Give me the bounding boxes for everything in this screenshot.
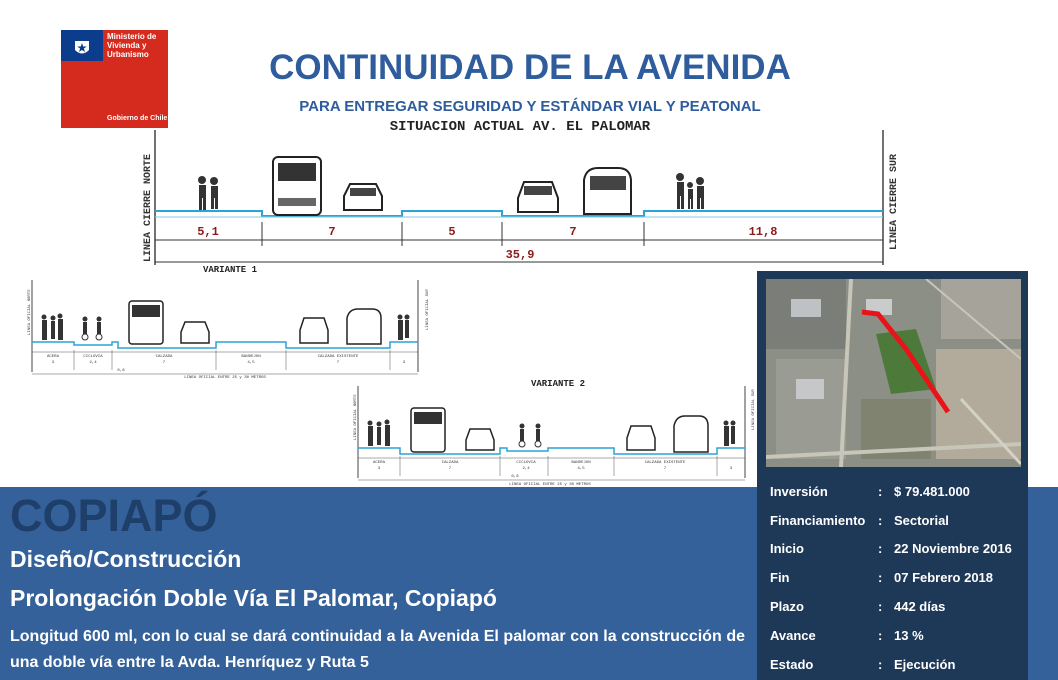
variante2-title: VARIANTE 2 [530, 379, 586, 389]
variante1-right-label: LINEA OFICIAL SUR [426, 289, 430, 330]
car-icon [300, 318, 328, 343]
city-name: COPIAPÓ [10, 490, 218, 541]
info-label: Avance [770, 628, 816, 643]
car-icon [344, 184, 382, 210]
government-label: Gobierno de Chile [107, 115, 168, 122]
info-label: Inicio [770, 541, 804, 556]
pedestrian-icon [368, 420, 391, 447]
car-icon [627, 426, 655, 450]
v1-seg-name: CICLOVIA [83, 355, 103, 359]
v1-seg-width: 3 [51, 361, 55, 365]
v1-seg-width: 3 [402, 361, 406, 365]
ministry-name: Ministerio de Vivienda y Urbanismo [107, 32, 157, 59]
current-total-width: 35,9 [505, 248, 535, 262]
info-label: Plazo [770, 599, 804, 614]
v1-seg-name: BANDEJON [241, 355, 261, 359]
v2-seg-name: ACERA [372, 461, 386, 465]
v2-seg-name: CALZADA EXISTENTE [644, 461, 686, 465]
v2-small-width: 0,6 [511, 475, 519, 479]
v2-seg-width: 2,4 [522, 467, 530, 471]
car-icon [518, 182, 558, 212]
info-value: 13 % [894, 628, 924, 643]
v1-seg-name: ACERA [46, 355, 60, 359]
current-width-2: 7 [328, 225, 336, 239]
van-icon [674, 416, 708, 452]
pedestrian-icon [42, 314, 64, 341]
van-icon [584, 168, 631, 214]
v1-seg-name: CALZADA [155, 355, 173, 359]
variante1-left-label: LINEA OFICIAL NORTE [28, 289, 32, 335]
project-name: Prolongación Doble Vía El Palomar, Copiapó [10, 585, 497, 611]
current-width-4: 7 [569, 225, 577, 239]
v2-seg-width: 7 [448, 467, 452, 471]
pedestrian-icon [676, 173, 704, 209]
v2-seg-width: 7 [663, 467, 667, 471]
info-value: 07 Febrero 2018 [894, 570, 994, 585]
v2-seg-name: BANDEJON [571, 461, 591, 465]
bus-icon [129, 301, 163, 344]
project-description: Longitud 600 ml, con lo cual se dará continuidad a la Avenida El palomar con la construcción de una doble vía entre la Avda. Henríquez y Ruta 5 [10, 628, 745, 671]
v2-footer: LINEA OFICIAL ENTRE 25 y 30 METROS [509, 483, 591, 487]
page-subtitle: PARA ENTREGAR SEGURIDAD Y ESTÁNDAR VIAL Y PEATONAL [299, 98, 761, 115]
info-value: $ 79.481.000 [894, 484, 970, 499]
current-width-3: 5 [448, 225, 456, 239]
current-width-1: 5,1 [197, 225, 219, 239]
info-label: Inversión [770, 484, 828, 499]
car-icon [181, 322, 209, 343]
v1-seg-width: 2,4 [89, 361, 97, 365]
current-width-5: 11,8 [748, 225, 778, 239]
pedestrian-icon [724, 421, 736, 447]
v1-seg-name: CALZADA EXISTENTE [317, 355, 359, 359]
cyclist-icon [519, 424, 541, 448]
info-label: Estado [770, 657, 814, 672]
v1-seg-width: 7 [336, 361, 340, 365]
info-value: 22 Noviembre 2016 [894, 541, 1012, 556]
v2-seg-name: CALZADA [441, 461, 459, 465]
v1-footer: LINEA OFICIAL ENTRE 25 y 30 METROS [184, 376, 266, 380]
car-icon [466, 429, 494, 450]
v2-seg-width: 4,5 [577, 467, 585, 471]
current-left-label: LINEA CIERRE NORTE [143, 153, 154, 262]
v2-seg-name: CICLOVIA [516, 461, 536, 465]
cyclist-icon [82, 317, 102, 341]
info-value: Sectorial [894, 513, 949, 528]
aerial-map [766, 279, 1021, 467]
info-label: Financiamiento [770, 513, 866, 528]
pedestrian-icon [198, 176, 218, 210]
current-section-title: SITUACION ACTUAL AV. EL PALOMAR [389, 119, 651, 135]
bus-icon [411, 408, 445, 452]
v1-seg-width: 7 [162, 361, 166, 365]
info-value: Ejecución [894, 657, 956, 672]
van-icon [347, 309, 381, 344]
variante1-title: VARIANTE 1 [202, 265, 258, 275]
pedestrian-icon [398, 315, 410, 341]
current-right-label: LINEA CIERRE SUR [889, 153, 900, 250]
variante2-right-label: LINEA OFICIAL SUR [752, 389, 756, 430]
bus-icon [273, 157, 321, 215]
v1-seg-width: 4,5 [247, 361, 255, 365]
variante2-left-label: LINEA OFICIAL NORTE [354, 394, 358, 440]
aerial-map-icon [766, 279, 1021, 467]
page-title: CONTINUIDAD DE LA AVENIDA [269, 48, 791, 87]
v1-small-width: 0,6 [117, 369, 125, 373]
v2-seg-width: 3 [729, 467, 733, 471]
project-type: Diseño/Construcción [10, 546, 242, 572]
info-value: 442 días [894, 599, 946, 614]
v2-seg-width: 3 [377, 467, 381, 471]
info-label: Fin [770, 570, 790, 585]
